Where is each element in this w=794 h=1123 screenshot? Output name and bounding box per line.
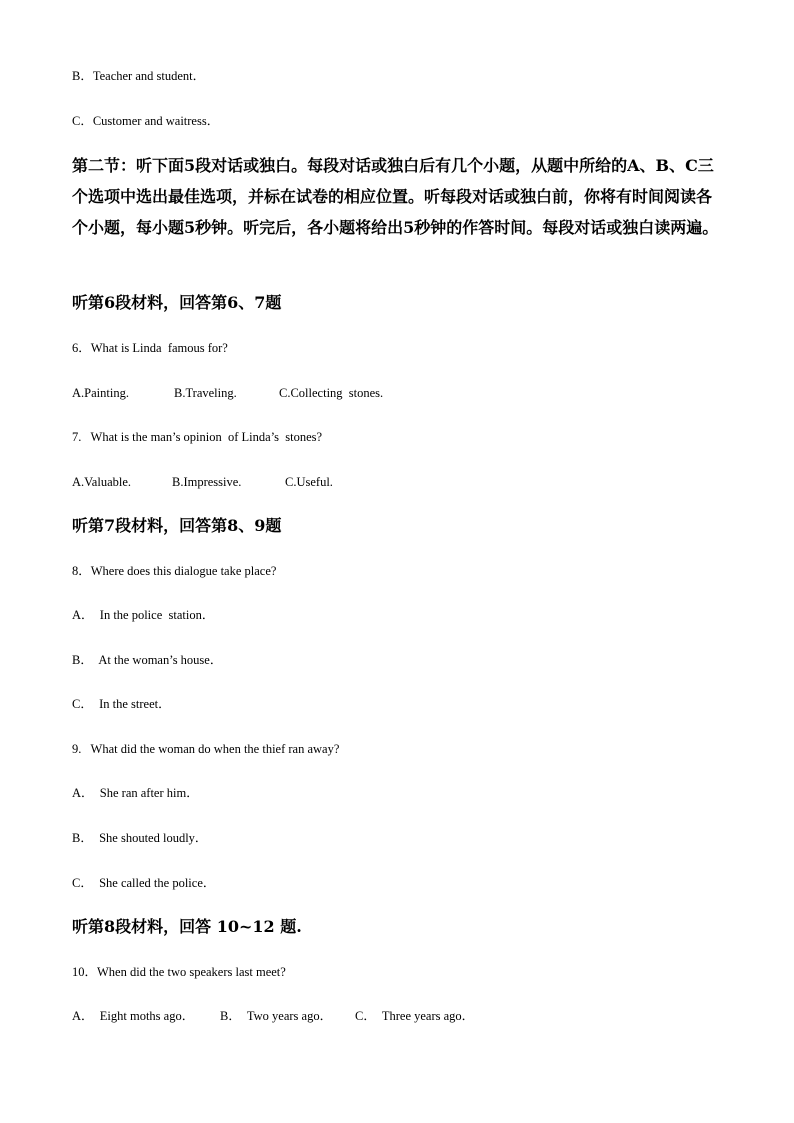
question-6-option-c: C.Collecting stones.: [279, 386, 384, 400]
question-7: 7. What is the man’s opinion of Linda’s stones?: [72, 430, 323, 444]
question-9-option-a: A． She ran after him．: [72, 786, 199, 800]
heading-material-7: 听第7段材料，回答第8、9题: [72, 516, 282, 535]
section-two-instructions: 第二节：听下面5段对话或独白。每段对话或独白后有几个小题，从题中所给的A、B、C三个选项中选出最佳选项，并标在试卷的相应位置。听每段对话或独白前，你将有时间阅读各个小题，每小题5秒钟。听完后，各小题将给出5秒钟的作答时间。每段对话或独白读两遍。: [72, 156, 719, 237]
question-10-option-b: B． Two years ago．: [220, 1009, 333, 1023]
question-9: 9. What did the woman do when the thief ran away?: [72, 742, 340, 756]
question-6-option-b: B.Traveling.: [174, 386, 237, 400]
question-6: 6．What is Linda famous for?: [72, 341, 228, 355]
question-8-option-b: B． At the woman’s house．: [72, 653, 223, 667]
question-10-option-c: C． Three years ago．: [355, 1009, 475, 1023]
question-7-option-b: B.Impressive.: [172, 475, 242, 489]
option-c-customer: C．Customer and waitress．: [72, 114, 220, 128]
question-9-option-b: B． She shouted loudly．: [72, 831, 208, 845]
option-b-teacher: B．Teacher and student．: [72, 69, 206, 83]
question-8: 8．Where does this dialogue take place?: [72, 564, 277, 578]
question-9-option-c: C． She called the police．: [72, 876, 216, 890]
question-10-option-a: A． Eight moths ago．: [72, 1009, 195, 1023]
question-7-option-c: C.Useful.: [285, 475, 333, 489]
heading-material-6: 听第6段材料，回答第6、7题: [72, 293, 282, 312]
question-6-option-a: A.Painting.: [72, 386, 129, 400]
question-8-option-a: A． In the police station．: [72, 608, 215, 622]
question-10: 10．When did the two speakers last meet?: [72, 965, 286, 979]
question-8-option-c: C． In the street．: [72, 697, 171, 711]
heading-material-8: 听第8段材料，回答 10~12 题.: [72, 917, 302, 936]
question-7-option-a: A.Valuable.: [72, 475, 132, 489]
